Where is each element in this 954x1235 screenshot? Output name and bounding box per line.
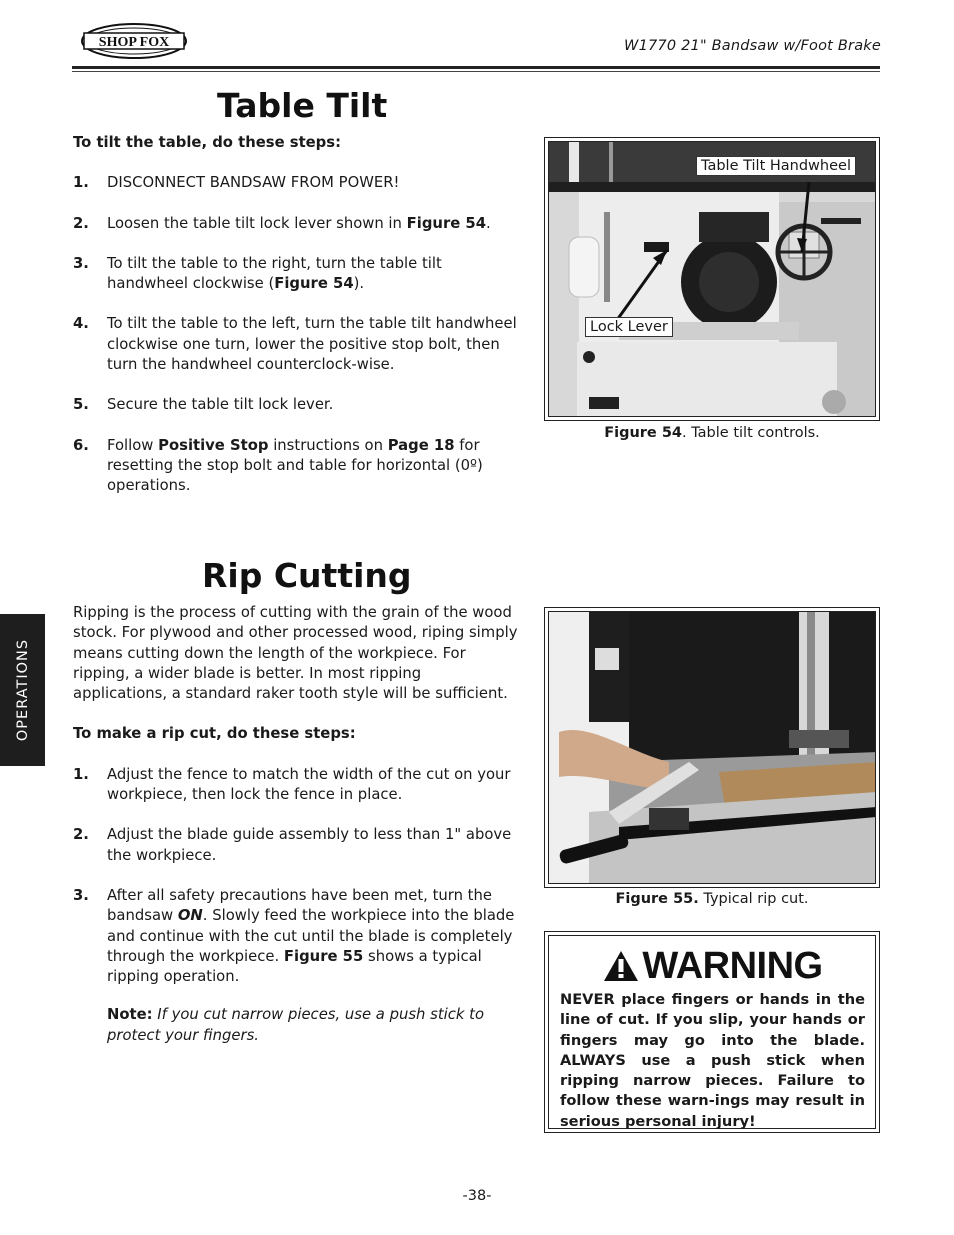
rip-cutting-intro: Ripping is the process of cutting with the grain of the wood stock. For plywood and other processed wood, riping simply means cutting down the length of the workpiece. For ripping, a wider blade is better. In most ripping applications, a standard raker tooth style will be sufficient. [73,604,518,703]
step-text: To tilt the table to the left, turn the table tilt handwheel clockwise one turn, lower the positive stop bolt, then turn the handwheel counterclock-wise. [107,315,517,374]
figure-reference: Figure 54 [274,275,354,293]
step-number: 5. [73,396,89,414]
caption-label: Figure 55. [615,891,699,907]
step-text: instructions on [268,436,388,454]
rip-cutting-steps [73,765,518,988]
note-label: Note: [107,1006,153,1024]
table-tilt-intro: To tilt the table, do these steps: [73,134,341,151]
figure-55-caption [544,891,880,907]
step-text: Follow [107,436,159,454]
figure-reference: Figure 54 [406,214,487,232]
step-text: Adjust the blade guide assembly to less than 1" above the workpiece. [107,826,512,864]
step-text: . [486,214,491,232]
note-text: If you cut narrow pieces, use a push stick to protect your fingers. [107,1006,485,1044]
section-reference: Positive Stop [158,436,269,454]
list-item [73,173,523,193]
rip-cutting-steps-intro: To make a rip cut, do these steps: [73,725,356,743]
figure-54 [544,137,880,421]
header-rule [72,66,880,69]
step-text: Adjust the fence to match the width of the cut on your workpiece, then lock the fence in place. [107,765,511,804]
section-heading-rip-cutting: Rip Cutting [202,556,412,595]
figure-54-photo [548,141,876,417]
step-number: 1. [73,765,89,783]
section-side-tab [0,614,45,766]
callout-lock-lever: Lock Lever [585,317,673,337]
shop-fox-logo [80,22,188,60]
table-tilt-steps [73,173,523,496]
figure-55-photo [548,611,876,884]
document-title: W1770 21" Bandsaw w/Foot Brake [624,38,881,54]
step-number: 3. [73,254,89,272]
rip-cutting-body [73,603,518,1046]
step-text: Secure the table tilt lock lever. [107,396,334,414]
side-tab-label: OPERATIONS [14,638,31,742]
warning-box [544,931,880,1133]
step-number: 3. [73,886,89,904]
step-text: shows a typical ripping operation. [107,947,482,986]
caption-text: Typical rip cut. [698,891,809,907]
header-rule-thin [72,71,880,72]
list-item [73,825,518,866]
step-text: Loosen the table tilt lock lever shown in [107,214,407,232]
caption-text: . Table tilt controls. [682,425,820,441]
caption-label: Figure 54 [604,425,682,441]
figure-55 [544,607,880,888]
emphasis-on: ON [177,907,203,925]
note [73,1005,518,1046]
step-text: . Slowly feed the workpiece into the blade and continue with the cut until the blade is completely through the workpiece. [107,907,515,965]
figure-reference: Figure 55 [283,947,364,965]
step-text: ). [353,275,365,293]
callout-table-tilt-handwheel: Table Tilt Handwheel [696,156,856,176]
list-item [73,436,523,497]
step-number: 1. [73,174,89,192]
warning-text: NEVER place fingers or hands in the line of cut. If you slip, your hands or fingers may go into the blade. ALWAYS use a push stick when ripping narrow pieces. Failure to follow these warn-ings may result in serious personal injury! [560,991,865,1130]
step-number: 6. [73,436,89,454]
step-text: To tilt the table to the right, turn the table tilt handwheel clockwise ( [107,254,442,293]
list-item [73,314,523,375]
step-text: for resetting the stop bolt and table for horizontal (0º) operations. [107,436,483,495]
warning-header [560,944,865,988]
warning-title: WARNING [642,944,823,987]
step-text: DISCONNECT BANDSAW FROM POWER! [107,174,400,192]
section-heading-table-tilt: Table Tilt [217,86,388,125]
table-tilt-body [73,133,523,517]
figure-54-caption [544,425,880,441]
warning-inner [548,935,876,1129]
step-text: After all safety precautions have been met, turn the bandsaw [107,886,492,925]
step-number: 4. [73,315,89,333]
list-item [73,886,518,987]
step-number: 2. [73,214,89,232]
step-number: 2. [73,826,89,844]
list-item [73,395,523,415]
page-reference: Page 18 [387,436,455,454]
page-number: -38- [462,1188,492,1204]
logo-text: SHOP FOX [98,35,170,50]
warning-triangle-icon [602,949,640,983]
list-item [73,765,518,806]
list-item [73,214,523,234]
list-item [73,254,523,295]
